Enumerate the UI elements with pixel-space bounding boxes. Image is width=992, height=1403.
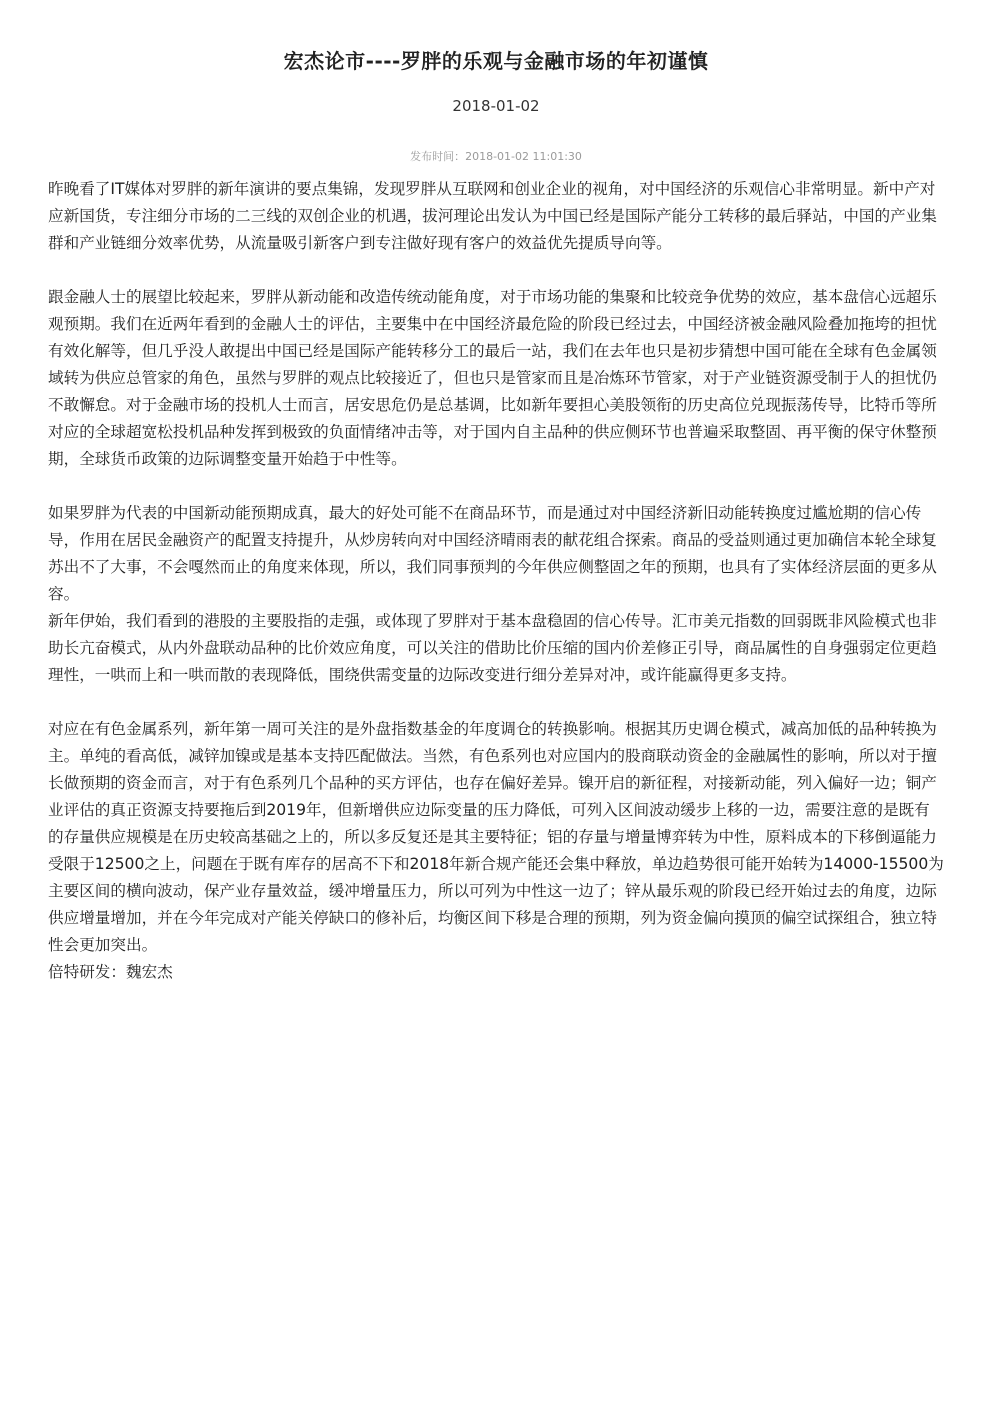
paragraph-gap <box>48 473 944 500</box>
paragraph-1: 昨晚看了IT媒体对罗胖的新年演讲的要点集锦，发现罗胖从互联网和创业企业的视角，对中国经济的乐观信心非常明显。新中产对应新国货，专注细分市场的二三线的双创企业的机遇，拔河理论出发认为中国已经是国际产能分工转移的最后驿站，中国的产业集群和产业链细分效率优势，从流量吸引新客户到专注做好现有客户的效益优先提质导向等。 <box>48 180 937 252</box>
article-title: 宏杰论市----罗胖的乐观与金融市场的年初谨慎 <box>283 49 709 73</box>
publish-time: 发布时间：2018-01-02 11:01:30 <box>410 150 582 163</box>
paragraph-gap <box>48 257 944 284</box>
article-body <box>48 176 944 986</box>
article-date: 2018-01-02 <box>452 97 540 115</box>
paragraph-gap <box>48 689 944 716</box>
paragraph-3: 如果罗胖为代表的中国新动能预期成真，最大的好处可能不在商品环节，而是通过对中国经济新旧动能转换度过尴尬期的信心传导，作用在居民金融资产的配置支持提升，从炒房转向对中国经济晴雨表的献花组合探索。商品的受益则通过更加确信本轮全球复苏出不了大事，不会嘎然而止的角度来体现，所以，我们同事预判的今年供应侧整固之年的预期，也具有了实体经济层面的更多从容。 <box>48 504 937 603</box>
paragraph-4: 新年伊始，我们看到的港股的主要股指的走强，或体现了罗胖对于基本盘稳固的信心传导。汇市美元指数的回弱既非风险模式也非助长亢奋模式，从内外盘联动品种的比价效应角度，可以关注的借助比价压缩的国内价差修正引导，商品属性的自身强弱定位更趋理性，一哄而上和一哄而散的表现降低，围绕供需变量的边际改变进行细分差异对冲，或许能赢得更多支持。 <box>48 612 937 684</box>
author-line: 倍特研发：魏宏杰 <box>48 963 173 981</box>
paragraph-2: 跟金融人士的展望比较起来，罗胖从新动能和改造传统动能角度，对于市场功能的集聚和比较竞争优势的效应，基本盘信心远超乐观预期。我们在近两年看到的金融人士的评估，主要集中在中国经济最危险的阶段已经过去，中国经济被金融风险叠加拖垮的担忧有效化解等，但几乎没人敢提出中国已经是国际产能转移分工的最后一站，我们在去年也只是初步猜想中国可能在全球有色金属领域转为供应总管家的角色，虽然与罗胖的观点比较接近了，但也只是管家而且是冶炼环节管家，对于产业链资源受制于人的担忧仍不敢懈怠。对于金融市场的投机人士而言，居安思危仍是总基调，比如新年要担心美股领衔的历史高位兑现振荡传导，比特币等所对应的全球超宽松投机品种发挥到极致的负面情绪冲击等，对于国内自主品种的供应侧环节也普遍采取整固、再平衡的保守休整预期，全球货币政策的边际调整变量开始趋于中性等。 <box>48 288 937 468</box>
paragraph-5: 对应在有色金属系列，新年第一周可关注的是外盘指数基金的年度调仓的转换影响。根据其历史调仓模式，减高加低的品种转换为主。单纯的看高低，减锌加镍或是基本支持匹配做法。当然，有色系列也对应国内的股商联动资金的金融属性的影响，所以对于擅长做预期的资金而言，对于有色系列几个品种的买方评估，也存在偏好差异。镍开启的新征程，对接新动能，列入偏好一边；铜产业评估的真正资源支持要拖后到2019年，但新增供应边际变量的压力降低，可列入区间波动缓步上移的一边，需要注意的是既有的存量供应规模是在历史较高基础之上的，所以多反复还是其主要特征；铝的存量与增量博弈转为中性，原料成本的下移倒逼能力受限于12500之上，问题在于既有库存的居高不下和2018年新合规产能还会集中释放，单边趋势很可能开始转为14000-15500为主要区间的横向波动，保产业存量效益，缓冲增量压力，所以可列为中性这一边了；锌从最乐观的阶段已经开始过去的角度，边际供应增量增加，并在今年完成对产能关停缺口的修补后，均衡区间下移是合理的预期，列为资金偏向摸顶的偏空试探组合，独立特性会更加突出。 <box>48 720 944 954</box>
